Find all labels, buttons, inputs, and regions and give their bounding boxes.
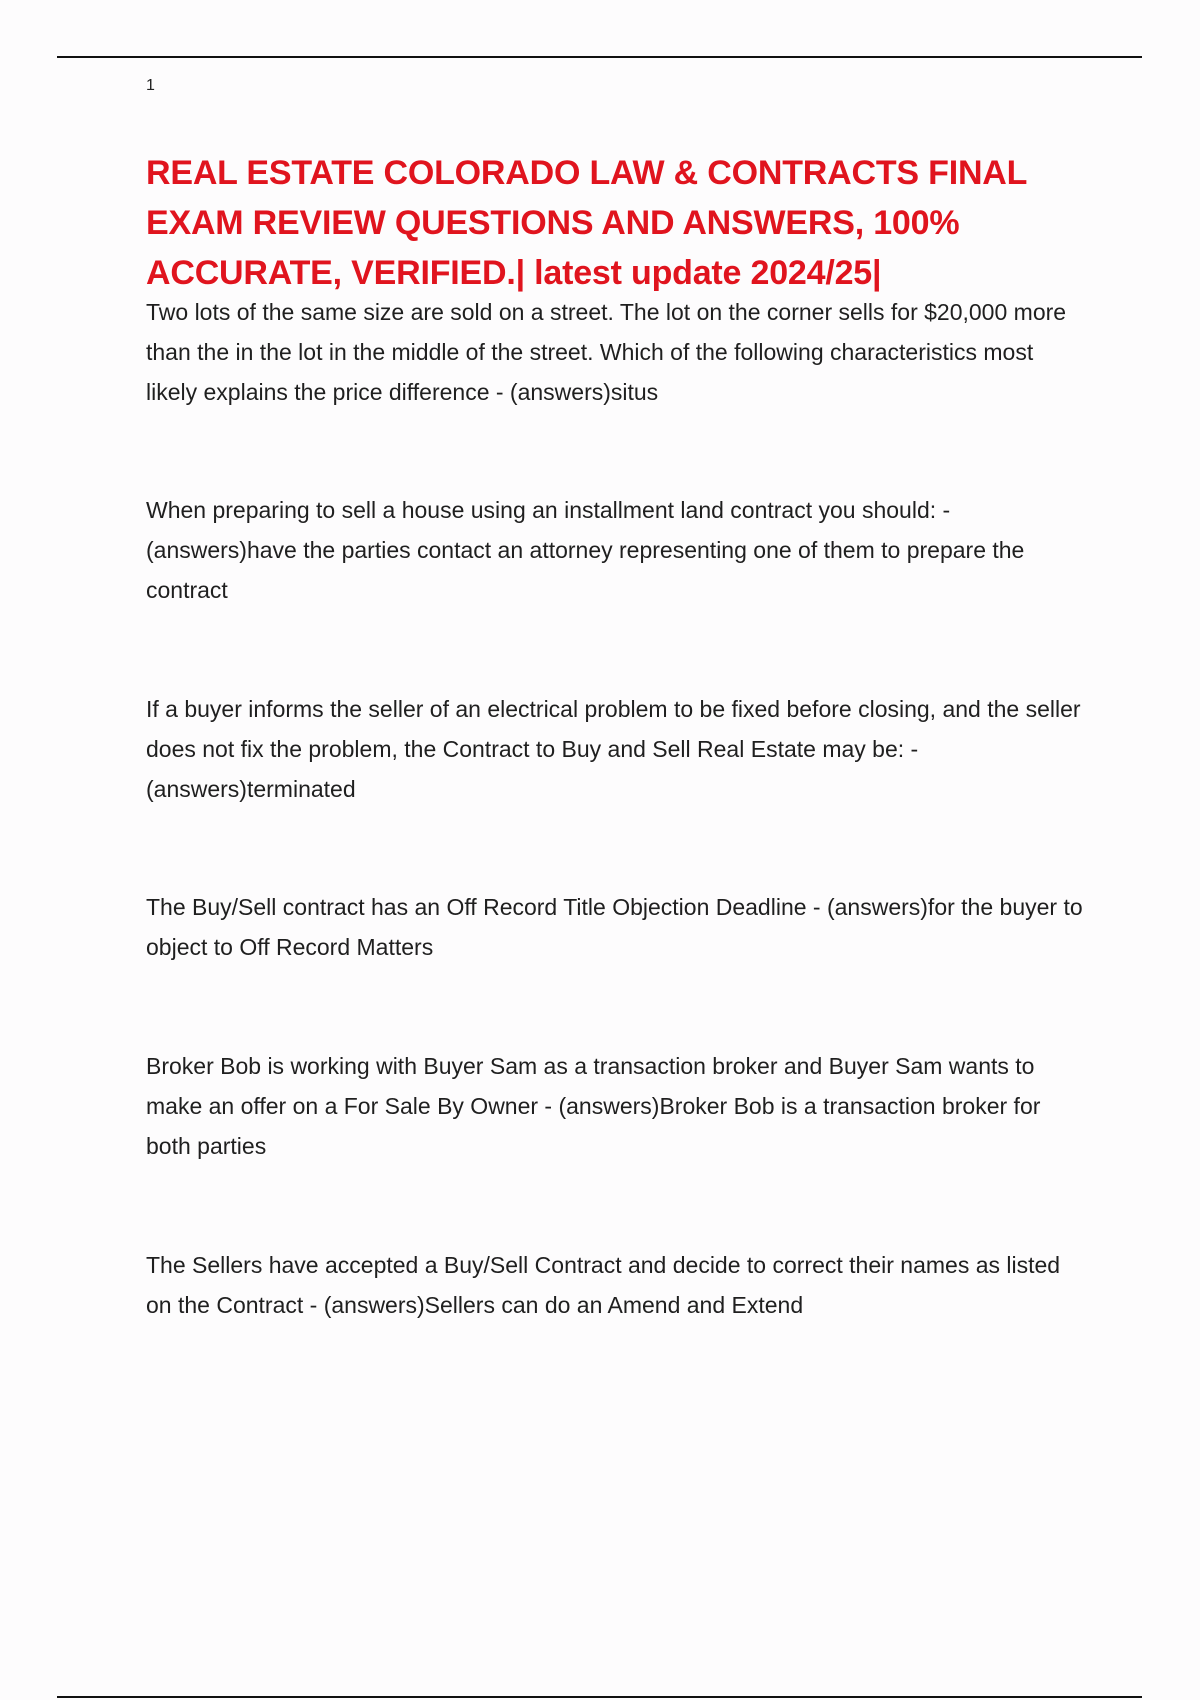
question-item: The Sellers have accepted a Buy/Sell Contract and decide to correct their names as listed on the Contract - (answers)Sellers can do an Amend and Extend	[146, 1252, 1061, 1318]
question-item: Two lots of the same size are sold on a street. The lot on the corner sells for $20,000 more than the in the lot in the middle of the street. Which of the following characteristics most likely explains the price difference - (answers)situs	[146, 299, 1067, 405]
question-item: The Buy/Sell contract has an Off Record Title Objection Deadline - (answers)for the buyer to object to Off Record Matters	[146, 894, 1083, 960]
question-item: Broker Bob is working with Buyer Sam as a transaction broker and Buyer Sam wants to make an offer on a For Sale By Owner - (answers)Broker Bob is a transaction broker for both parties	[146, 1053, 1041, 1159]
header-rule	[57, 56, 1142, 58]
question-item: If a buyer informs the seller of an electrical problem to be fixed before closing, and the seller does not fix the problem, the Contract to Buy and Sell Real Estate may be: - (answers)terminated	[146, 696, 1081, 802]
page-number: 1	[146, 77, 155, 94]
footer-rule	[57, 1696, 1142, 1698]
document-title: REAL ESTATE COLORADO LAW & CONTRACTS FINAL EXAM REVIEW QUESTIONS AND ANSWERS, 100% ACCURATE, VERIFIED.| latest update 2024/25|	[146, 154, 1027, 292]
question-item: When preparing to sell a house using an installment land contract you should: - (answers)have the parties contact an attorney representing one of them to prepare the contract	[146, 497, 1025, 603]
